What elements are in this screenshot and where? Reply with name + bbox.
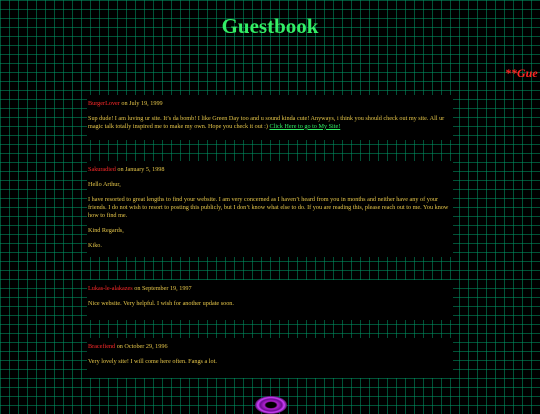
entry-date: on September 19, 1997: [132, 285, 192, 292]
portal-swirl-image: [255, 396, 287, 414]
entry-message: Very lovely site! I will come here often. Fangs a lot.: [88, 358, 217, 366]
entry-author: Lukas-le-alakazes: [88, 285, 133, 292]
guestbook-entry: [87, 280, 453, 320]
visit-site-link[interactable]: Click Here to go to My Site!: [269, 122, 341, 130]
entry-signoff: Kind Regards,: [88, 226, 124, 234]
guestbook-entry: [87, 161, 453, 257]
entry-header: [88, 166, 452, 174]
entry-message: Nice website. Very helpful. I wish for another update soon.: [88, 300, 234, 308]
scrolling-marquee: **Gue: [505, 66, 538, 80]
entry-header: [88, 343, 452, 351]
entry-author: Sakuradied: [88, 166, 116, 173]
entry-author: Bracefiend: [88, 343, 116, 350]
entry-date: on January 5, 1998: [115, 166, 165, 173]
entry-signature: Kiko.: [88, 241, 102, 249]
entry-date: on July 19, 1999: [119, 100, 163, 107]
entry-greeting: Hello Arthur,: [88, 181, 121, 189]
entry-message: I have resorted to great lengths to find your website. I am very concerned as I haven’t heard from you in months and neither have any of your friends. I do not wish to resort to posting this publicly, but I don’t know what else to do. If you are reading this, please reach out to me. You know how to find me.: [88, 196, 449, 219]
guestbook-entry: [87, 95, 453, 140]
entry-date: on October 29, 1996: [115, 343, 168, 350]
page-title: Guestbook: [221, 14, 319, 38]
entry-message: Sup dude! I am luving ur site. It’s da bomb! I like Green Day too and u sound kinda cute! Anyways, i think you should check out my site. All ur magic talk totally inspired me to make my own. Hope you check it out :) Click Here to go to My Site!: [88, 115, 445, 130]
entry-header: [88, 285, 452, 293]
entry-author: BurgerLover: [88, 100, 120, 107]
entry-header: [88, 100, 452, 108]
guestbook-entry: [87, 338, 453, 378]
